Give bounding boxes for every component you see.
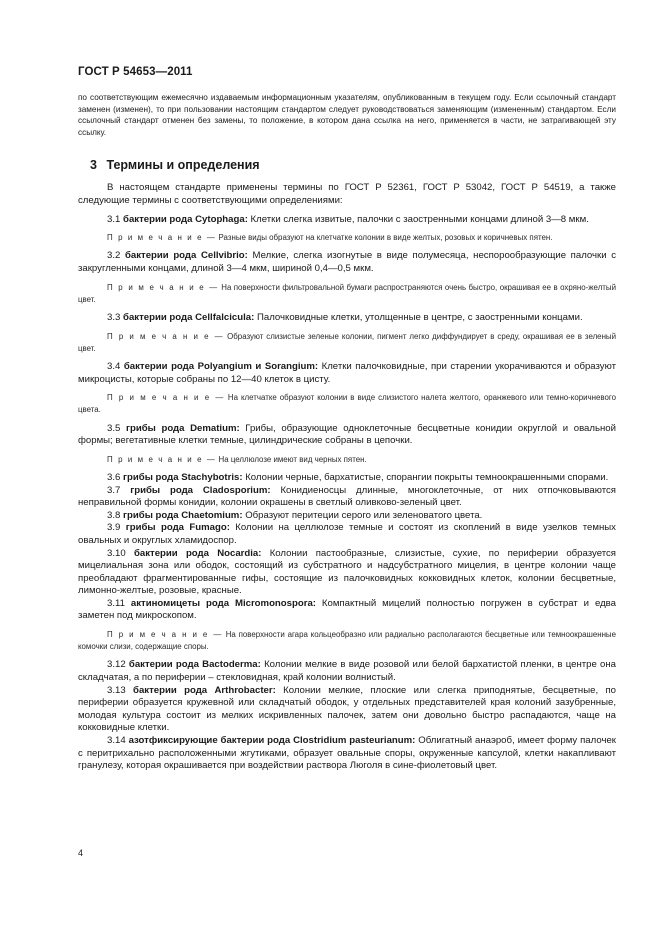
term-definition xyxy=(78,548,616,598)
term-name: бактерии рода Nocardia: xyxy=(133,547,262,559)
note-text: На поверхности агара кольцеобразно или радиально располагаются бесцветные или темноокрашенные комочки слизи, содержащие споры. xyxy=(78,630,616,652)
term-number: 3.12 xyxy=(107,659,129,671)
term-note xyxy=(78,232,616,244)
term-name: бактерии рода Cytophaga: xyxy=(123,213,248,225)
term-text: Клетки палочковидные, при старении укорачиваются и образуют микроцисты, которые собраны по 12—40 клеток в цисту. xyxy=(78,360,616,385)
term-text: Клетки слегка извитые, палочки с заостренными концами длиной 3—8 мкм. xyxy=(247,213,589,225)
term-text: Колонии на целлюлозе темные и состоят из скоплений в виде узелков темных овальных и округлых хламидоспор. xyxy=(78,522,616,546)
term-definition xyxy=(78,312,616,325)
term-name: грибы рода Cladosporium: xyxy=(130,484,271,496)
term-text: Колонии мелкие в виде розовой или белой бархатистой пленки, в центре она складчатая, а по периферии – стекловидная, край колонии волнистый. xyxy=(78,659,617,684)
term-name: грибы рода Dematium: xyxy=(125,422,240,434)
term-name: грибы рода Chaetomium: xyxy=(123,509,243,521)
term-name: бактерии рода Bactoderma: xyxy=(128,659,261,671)
term-note xyxy=(78,454,616,466)
term-number: 3.2 xyxy=(107,250,125,262)
section-number: 3 xyxy=(90,158,97,173)
term-name: бактерии рода Cellvibrio: xyxy=(124,250,248,262)
term-name: бактерии рода Cellfalcicula: xyxy=(123,311,255,323)
term-text: Палочковидные клетки, утолщенные в центре, с заостренными концами. xyxy=(254,311,583,323)
term-name: актиномицеты рода Micromonospora: xyxy=(130,597,316,609)
term-definition xyxy=(78,250,616,275)
term-number: 3.8 xyxy=(107,509,124,521)
term-name: грибы рода Fumago: xyxy=(125,522,230,534)
note-label: П р и м е ч а н и е — xyxy=(107,454,217,464)
term-text: Колонии пастообразные, слизистые, сухие, по периферии образуется мицелиальная зона или ободок, состоящий из субстратного и надсубстратного мицелия, в центре колонии чаще преобладают фрагментированные гифы, состоящие из палочковидных кокковидных клеток, колонии бесцветные, лимонно-желтые, розовые, красные. xyxy=(78,547,616,597)
term-text: Конидиеносцы длинные, многоклеточные, от них отпочковываются неправильной формы конидии, колонии окрашены в светлый оливково-зеленый цвет. xyxy=(78,484,616,509)
term-note xyxy=(78,629,616,653)
note-label: П р и м е ч а н и е — xyxy=(107,233,217,243)
intro-paragraph: по соответствующим ежемесячно издаваемым информационным указателям, опубликованным в текущем году. Если ссылочный стандарт заменен (изменен), то при пользовании настоящим стандартом следует руководствоваться заменяющим (измененным) стандартом. Если ссылочный стандарт отменен без замены, то положение, в котором дана ссылка на него, применяется в части, не затрагивающей эту ссылку. xyxy=(78,93,616,137)
section-title: Термины и определения xyxy=(106,158,260,173)
term-number: 3.9 xyxy=(107,522,126,534)
note-text: На клетчатке образуют колонии в виде слизистого налета желтого, оранжевого или темно-коричневого цвета. xyxy=(78,393,616,415)
term-name: азотфиксирующие бактерии рода Clostridium pasteurianum: xyxy=(128,735,416,747)
term-number: 3.6 xyxy=(107,471,124,483)
note-text: На поверхности фильтровальной бумаги распространяются очень быстро, окрашивая ее в охряно-желтый цвет. xyxy=(78,282,616,304)
note-text: На целлюлозе имеют вид черных пятен. xyxy=(216,454,367,464)
term-definition xyxy=(78,598,616,623)
term-number: 3.1 xyxy=(107,213,124,225)
term-definition xyxy=(78,214,616,227)
term-definition xyxy=(78,361,616,386)
term-number: 3.14 xyxy=(107,735,129,747)
term-text: Мелкие, слегка изогнутые в виде полумесяца, неспорообразующие палочки с закругленными концами, длиной 3—4 мкм, шириной 0,4—0,5 мкм. xyxy=(78,250,616,274)
term-number: 3.10 xyxy=(107,547,134,559)
term-definition xyxy=(78,685,616,735)
terms-list xyxy=(78,214,616,773)
lead-paragraph: В настоящем стандарте применены термины по ГОСТ Р 52361, ГОСТ Р 53042, ГОСТ Р 54519, а также следующие термины с соответствующими определениями: xyxy=(78,182,616,206)
note-label: П р и м е ч а н и е — xyxy=(107,393,225,403)
note-label: П р и м е ч а н и е — xyxy=(107,630,223,640)
term-note xyxy=(78,331,616,355)
note-label: П р и м е ч а н и е — xyxy=(107,331,225,341)
term-text: Образуют перитеции серого или зеленоватого цвета. xyxy=(242,509,483,521)
term-definition xyxy=(78,522,616,547)
section-heading xyxy=(90,158,616,172)
term-text: Облигатный анаэроб, имеет форму палочек с перитрихально расположенными жгутиками, образует овальные споры, окруженные капсулой, клетки накапливают гранулезу, которая окрашивается при воздействии раствора Люголя в сине-фиолетовый цвет. xyxy=(78,735,616,772)
term-number: 3.3 xyxy=(107,311,124,323)
term-definition xyxy=(78,485,616,510)
term-number: 3.5 xyxy=(107,422,126,434)
term-definition xyxy=(78,423,616,448)
term-definition xyxy=(78,735,616,773)
term-definition xyxy=(78,510,616,523)
term-text: Колонии мелкие, плоские или слегка приподнятые, бесцветные, по периферии образуется кружевной или складчатый ободок, у отдельных представителей края колоний зазубренные, молодая культура состоит из мелких искривленных палочек, затем они довольно быстро распадаются, чаще на кокковидные клетки. xyxy=(78,684,616,734)
document-header: ГОСТ Р 54653—2011 xyxy=(78,66,193,78)
term-note xyxy=(78,282,616,306)
page-number: 4 xyxy=(78,848,84,858)
note-label: П р и м е ч а н и е — xyxy=(107,282,219,292)
term-number: 3.7 xyxy=(107,484,131,496)
term-number: 3.13 xyxy=(107,684,134,696)
term-note xyxy=(78,392,616,416)
term-text: Грибы, образующие одноклеточные бесцветные конидии округлой и овальной формы; вегетативные клетки темные, цилиндрические собраны в цепочки. xyxy=(78,422,616,447)
term-number: 3.4 xyxy=(107,360,124,372)
term-number: 3.11 xyxy=(107,597,131,609)
term-text: Колонии черные, бархатистые, спорангии покрыты темноокрашенными спорами. xyxy=(242,471,609,483)
document-body xyxy=(78,92,616,773)
term-definition xyxy=(78,472,616,485)
term-definition xyxy=(78,659,616,684)
term-name: бактерии рода Arthrobacter: xyxy=(133,684,276,696)
term-name: грибы рода Stachybotris: xyxy=(123,471,243,483)
term-name: бактерии рода Polyangium и Sorangium: xyxy=(123,360,319,372)
note-text: Образуют слизистые зеленые колонии, пигмент легко диффундирует в среду, окрашивая ее в зеленый цвет. xyxy=(78,331,616,353)
note-text: Разные виды образуют на клетчатке колонии в виде желтых, розовых и коричневых пятен. xyxy=(216,233,553,243)
term-text: Компактный мицелий полностью погружен в субстрат и едва заметен под микроскопом. xyxy=(78,597,616,622)
